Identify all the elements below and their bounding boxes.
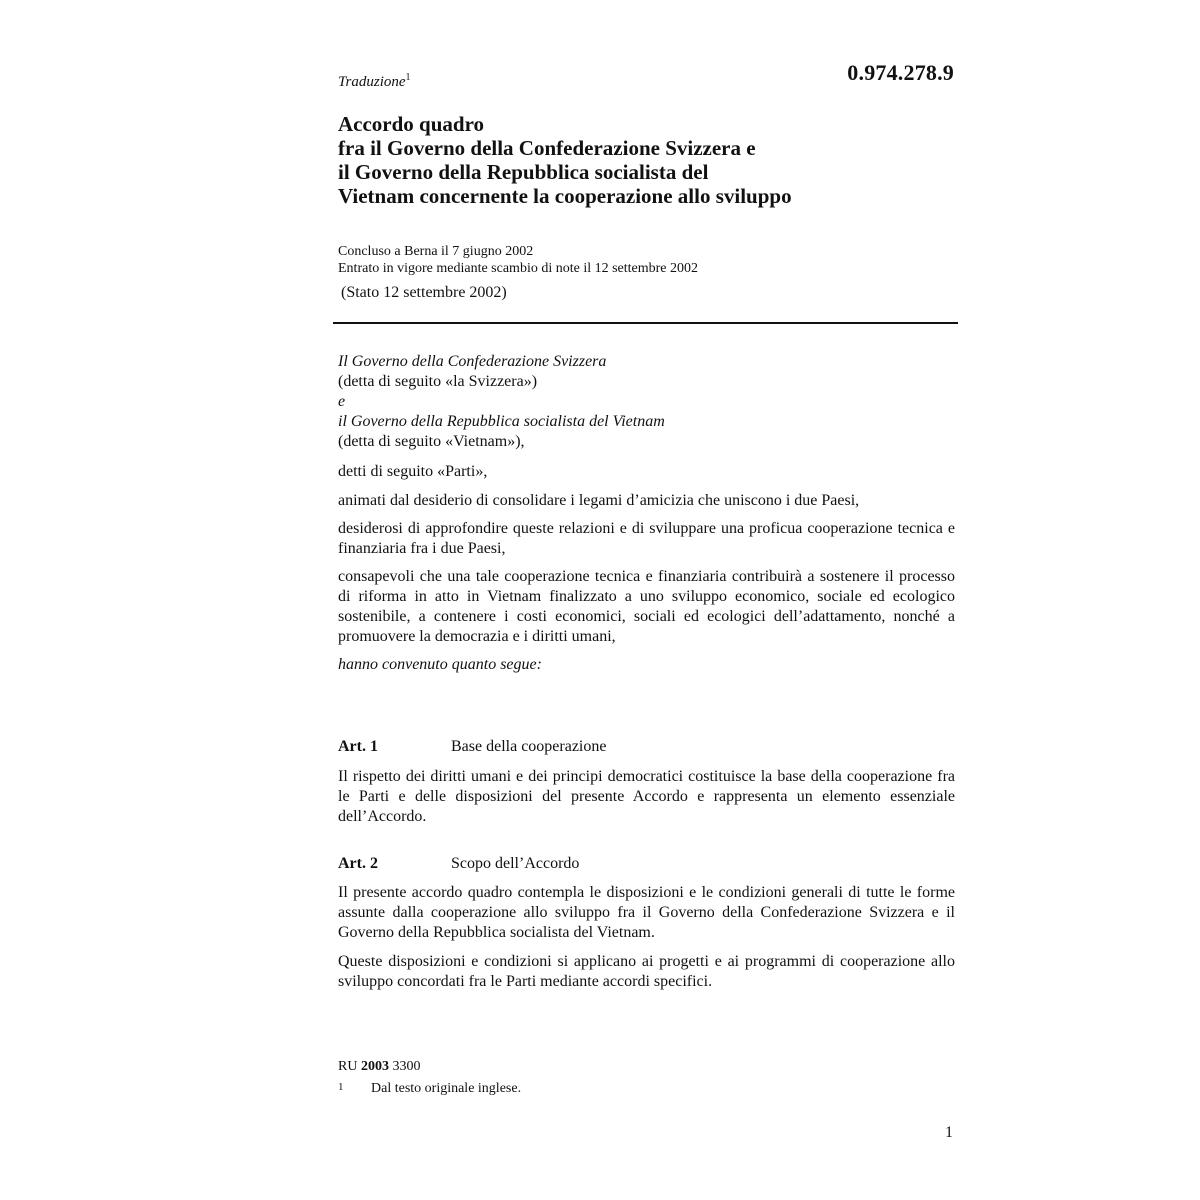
article-2-heading bbox=[338, 855, 579, 873]
page-number: 1 bbox=[945, 1124, 953, 1141]
preamble-consapevoli: consapevoli che una tale cooperazione tecnica e finanziaria contribuirà a sostenere il processo di riforma in atto in Vietnam finalizzato a uno sviluppo economico, sociale ed ecologico sostenibile, a contenere i costi economici, sociali ed ecologici dell’adattamento, nonché a promuovere la democrazia e i diritti umani, bbox=[338, 568, 955, 645]
concluded-date: Concluso a Berna il 7 giugno 2002 bbox=[338, 244, 534, 259]
footnote-text: Dal testo originale inglese. bbox=[371, 1081, 522, 1096]
article-title: Scopo dell’Accordo bbox=[451, 855, 580, 872]
entry-into-force: Entrato in vigore mediante scambio di note il 12 settembre 2002 bbox=[338, 261, 699, 276]
sr-number: 0.974.278.9 bbox=[847, 60, 954, 85]
title-line: fra il Governo della Confederazione Svizzera e bbox=[338, 136, 756, 160]
header-divider bbox=[333, 322, 958, 324]
conclusion-info bbox=[338, 243, 698, 277]
translation-label: Traduzione$^1$ bbox=[338, 72, 411, 90]
preamble-desiderosi: desiderosi di approfondire queste relazioni e di sviluppare una proficua cooperazione tecnica e finanziaria fra i due Paesi, bbox=[338, 520, 955, 557]
party-1: Il Governo della Confederazione Svizzera bbox=[338, 353, 607, 370]
title-line: il Governo della Repubblica socialista del bbox=[338, 160, 709, 184]
status-date: (Stato 12 settembre 2002) bbox=[341, 284, 507, 301]
preamble-parti: detti di seguito «Parti», bbox=[338, 463, 488, 480]
preamble-parties bbox=[338, 352, 955, 452]
preamble-animati: animati dal desiderio di consolidare i legami d’amicizia che uniscono i due Paesi, bbox=[338, 492, 860, 509]
article-2-paragraph-1: Il presente accordo quadro contempla le disposizioni e le condizioni generali di tutte le forme assunte dalla cooperazione allo sviluppo fra il Governo della Confederazione Svizzera e il Governo della Repubblica socialista del Vietnam. bbox=[338, 884, 955, 941]
article-number: Art. 2 bbox=[338, 855, 378, 872]
article-number: Art. 1 bbox=[338, 738, 378, 755]
preamble-convenuto: hanno convenuto quanto segue: bbox=[338, 656, 542, 673]
official-collection-ref: RU 2003 3300 bbox=[338, 1059, 421, 1074]
party-2-definition: (detta di seguito «Vietnam»), bbox=[338, 433, 525, 450]
footnote bbox=[338, 1081, 521, 1097]
article-title: Base della cooperazione bbox=[451, 738, 607, 755]
conjunction: e bbox=[338, 393, 346, 410]
party-1-definition: (detta di seguito «la Svizzera») bbox=[338, 373, 538, 390]
article-1-heading bbox=[338, 738, 606, 756]
title-line: Vietnam concernente la cooperazione allo sviluppo bbox=[338, 184, 792, 208]
document-title bbox=[338, 112, 958, 208]
title-line: Accordo quadro bbox=[338, 112, 485, 136]
footnote-ref: 1 bbox=[405, 72, 411, 83]
article-1-paragraph: Il rispetto dei diritti umani e dei principi democratici costituisce la base della cooperazione fra le Parti e delle disposizioni del presente Accordo e rappresenta un elemento essenziale dell’Accordo. bbox=[338, 768, 955, 825]
footnote-mark: 1 bbox=[338, 1081, 344, 1093]
article-2-paragraph-2: Queste disposizioni e condizioni si applicano ai progetti e ai programmi di cooperazione allo sviluppo concordati fra le Parti mediante accordi specifici. bbox=[338, 953, 955, 990]
party-2: il Governo della Repubblica socialista del Vietnam bbox=[338, 413, 665, 430]
